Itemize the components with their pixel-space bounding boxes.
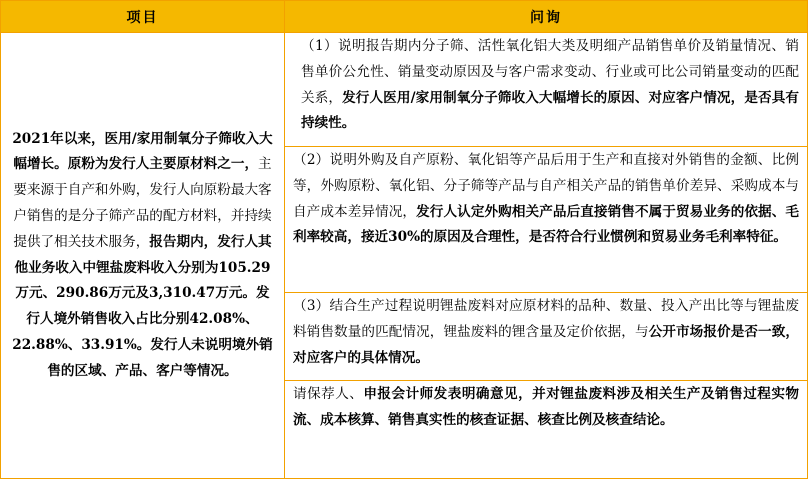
table-header-row <box>1 1 808 33</box>
inquiry-3-text: （3）结合生产过程说明锂盐废料对应原材料的品种、数量、投入产出比等与锂盐废料销售数量的匹配情况，锂盐废料的锂含量及定价依据，与 <box>293 298 799 340</box>
inquiry-3-bold: 公开市场报价是否一致，对应客户的具体情况。 <box>293 323 799 366</box>
item-bold-detail: 报告期内，发行人其他业务收入中锂盐废料收入分别为105.29万元、290.86万元及3,310.47万元。发行人境外销售收入占比分别42.08%、22.88%、33.91%。发行人未说明境外销售的区域、产品、客户等情况。 <box>12 233 273 379</box>
inquiry-cell-1 <box>285 33 808 147</box>
inquiry-4-bold: 申报会计师发表明确意见，并对锂盐废料涉及相关生产及销售过程实物流、成本核算、销售真实性的核查证据、核查比例及核查结论。 <box>293 386 799 428</box>
item-normal-text: 主要来源于自产和外购，发行人向原粉最大客户销售的是分子筛产品的配方材料，并持续提供了相关技术服务， <box>13 156 272 250</box>
inquiry-cell-3 <box>285 293 808 381</box>
item-bold-intro: 2021年以来，医用/家用制氧分子筛收入大幅增长。原粉为发行人主要原材料之一， <box>12 130 273 173</box>
item-description-cell <box>1 33 285 479</box>
inquiry-2-bold: 发行人认定外购相关产品后直接销售不属于贸易业务的依据、毛利率较高，接近30%的原因及合理性，是否符合行业惯例和贸易业务毛利率特征。 <box>293 203 800 246</box>
inquiry-1-text: （1）说明报告期内分子筛、活性氧化铝大类及明细产品销售单价及销量情况、销售单价公允性、销量变动原因及与客户需求变动、行业或可比公司销量变动的匹配关系， <box>301 38 799 106</box>
inquiry-cell-2 <box>285 147 808 293</box>
inquiry-1-bold: 发行人医用/家用制氧分子筛收入大幅增长的原因、对应客户情况，是否具有持续性。 <box>301 89 800 132</box>
inquiry-4-text: 请保荐人、 <box>293 386 364 402</box>
inquiry-cell-4 <box>285 381 808 479</box>
header-item: 项目 <box>1 1 285 33</box>
header-inquiry: 问询 <box>285 1 808 33</box>
inquiry-2-text: （2）说明外购及自产原粉、氧化铝等产品后用于生产和直接对外销售的金额、比例等，外购原粉、氧化铝、分子筛等产品与自产相关产品的销售单价差异、采购成本与自产成本差异情况， <box>293 152 799 220</box>
table-row <box>1 33 808 147</box>
